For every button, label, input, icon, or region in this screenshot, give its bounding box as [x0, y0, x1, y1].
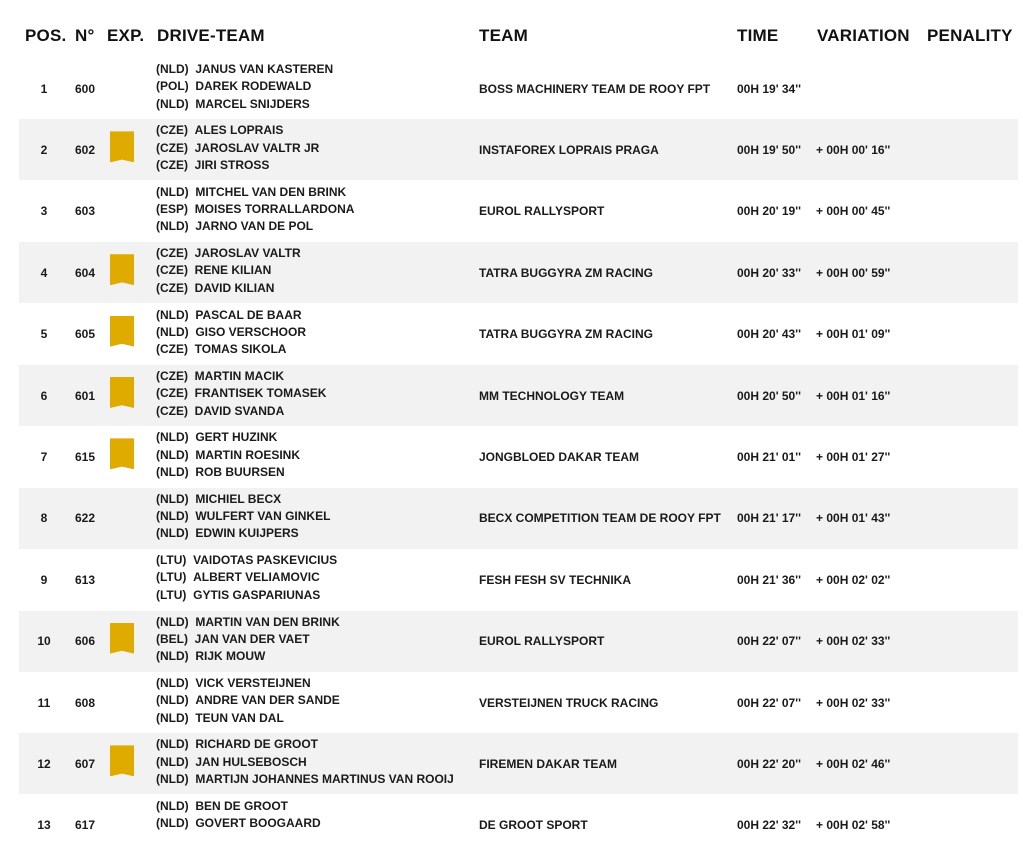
crew-name: GOVERT BOOGAARD — [195, 816, 321, 831]
crew-member — [156, 218, 354, 235]
header-exp: EXP. — [107, 26, 145, 45]
variation-cell: + 00H 00' 59'' — [816, 265, 891, 280]
team-cell: EUROL RALLYSPORT — [479, 634, 605, 649]
crew-name: RIJK MOUW — [195, 649, 266, 664]
crew-member — [156, 403, 326, 420]
crew-member — [156, 368, 326, 385]
crew-list — [156, 614, 340, 666]
car-number-cell: 607 — [75, 756, 96, 771]
crew-nationality: (BEL) — [156, 631, 188, 646]
crew-name: ANDRE VAN DER SANDE — [195, 693, 340, 708]
crew-nationality: (CZE) — [156, 280, 188, 295]
crew-nationality: (NLD) — [156, 491, 189, 506]
crew-member — [156, 324, 306, 341]
experienced-flag-icon — [110, 745, 134, 776]
crew-member — [156, 525, 330, 542]
crew-nationality: (CZE) — [156, 386, 188, 401]
car-number-cell: 617 — [75, 818, 96, 833]
crew-member — [156, 245, 301, 262]
crew-name: PASCAL DE BAAR — [195, 307, 302, 322]
crew-member — [156, 447, 300, 464]
table-row — [19, 365, 1018, 426]
crew-nationality: (CZE) — [156, 263, 188, 278]
crew-nationality: (NLD) — [156, 754, 189, 769]
position-cell: 6 — [40, 388, 48, 403]
car-number-cell: 604 — [75, 265, 96, 280]
table-row — [19, 58, 1018, 119]
table-row — [19, 488, 1018, 549]
crew-name: TOMAS SIKOLA — [194, 342, 287, 357]
crew-member — [156, 61, 333, 78]
header-variation: VARIATION — [817, 26, 910, 45]
time-cell: 00H 21' 17'' — [737, 511, 801, 526]
header-number: N° — [75, 26, 95, 45]
car-number-cell: 602 — [75, 142, 96, 157]
position-cell: 11 — [37, 695, 51, 710]
variation-cell: + 00H 02' 58'' — [816, 818, 891, 833]
time-cell: 00H 20' 19'' — [737, 204, 801, 219]
crew-nationality: (NLD) — [156, 649, 189, 664]
time-cell: 00H 21' 36'' — [737, 572, 801, 587]
table-row — [19, 119, 1018, 180]
experienced-flag-icon — [110, 316, 134, 347]
car-number-cell: 601 — [75, 388, 96, 403]
crew-nationality: (NLD) — [156, 307, 189, 322]
crew-member — [156, 798, 321, 815]
car-number-cell: 606 — [75, 634, 96, 649]
position-cell: 4 — [40, 265, 48, 280]
crew-name: JAN HULSEBOSCH — [195, 754, 307, 769]
crew-name: BEN DE GROOT — [195, 798, 288, 813]
position-cell: 5 — [40, 327, 48, 342]
crew-name: MARTIN VAN DEN BRINK — [195, 614, 340, 629]
crew-list — [156, 184, 354, 236]
team-cell: FESH FESH SV TECHNIKA — [479, 572, 632, 587]
crew-name: FRANTISEK TOMASEK — [194, 386, 327, 401]
crew-nationality: (CZE) — [156, 140, 188, 155]
crew-list — [156, 736, 454, 788]
position-cell: 13 — [37, 818, 51, 833]
experienced-flag-icon — [110, 131, 134, 162]
position-cell: 3 — [40, 204, 48, 219]
crew-name: JARNO VAN DE POL — [195, 219, 314, 234]
position-cell: 8 — [40, 511, 48, 526]
time-cell: 00H 19' 34'' — [737, 81, 801, 96]
crew-nationality: (ESP) — [156, 202, 189, 217]
experienced-flag-icon — [110, 254, 134, 285]
crew-member — [156, 552, 337, 569]
experienced-flag-icon — [110, 623, 134, 654]
crew-list — [156, 368, 326, 420]
crew-nationality: (NLD) — [156, 816, 189, 831]
crew-member — [156, 815, 321, 832]
time-cell: 00H 20' 43'' — [737, 327, 801, 342]
car-number-cell: 615 — [75, 449, 96, 464]
crew-name: MITCHEL VAN DEN BRINK — [195, 184, 347, 199]
crew-nationality: (POL) — [156, 79, 189, 94]
time-cell: 00H 22' 07'' — [737, 634, 801, 649]
crew-list — [156, 675, 340, 727]
crew-member — [156, 157, 319, 174]
crew-list — [156, 429, 300, 481]
variation-cell: + 00H 02' 46'' — [816, 756, 891, 771]
crew-member — [156, 614, 340, 631]
table-row — [19, 242, 1018, 303]
crew-list — [156, 491, 330, 543]
variation-cell: + 00H 01' 16'' — [816, 388, 891, 403]
crew-nationality: (NLD) — [156, 614, 189, 629]
table-row — [19, 611, 1018, 672]
crew-name: MOISES TORRALLARDONA — [194, 202, 355, 217]
crew-name: MARTIJN JOHANNES MARTINUS VAN ROOIJ — [195, 771, 454, 786]
crew-member — [156, 648, 340, 665]
car-number-cell: 608 — [75, 695, 96, 710]
crew-member — [156, 96, 333, 113]
crew-member — [156, 692, 340, 709]
crew-name: RICHARD DE GROOT — [195, 737, 318, 752]
crew-name: VICK VERSTEIJNEN — [195, 676, 311, 690]
crew-nationality: (CZE) — [156, 157, 188, 172]
crew-list — [156, 552, 337, 604]
header-team: TEAM — [479, 26, 528, 45]
crew-nationality: (NLD) — [156, 676, 189, 690]
crew-name: MICHIEL BECX — [195, 491, 282, 506]
time-cell: 00H 19' 50'' — [737, 142, 801, 157]
crew-name: WULFERT VAN GINKEL — [195, 509, 331, 524]
crew-nationality: (NLD) — [156, 798, 189, 813]
time-cell: 00H 22' 07'' — [737, 695, 801, 710]
crew-name: ALBERT VELIAMOVIC — [193, 570, 320, 585]
crew-list — [156, 245, 301, 297]
crew-nationality: (NLD) — [156, 219, 189, 234]
position-cell: 1 — [40, 81, 48, 96]
variation-cell: + 00H 01' 43'' — [816, 511, 891, 526]
table-row — [19, 795, 1018, 856]
crew-nationality: (NLD) — [156, 509, 189, 524]
time-cell: 00H 20' 33'' — [737, 265, 801, 280]
crew-name: GISO VERSCHOOR — [195, 324, 307, 339]
header-drive-team: DRIVE-TEAM — [157, 26, 265, 45]
time-cell: 00H 22' 32'' — [737, 818, 801, 833]
time-cell: 00H 21' 01'' — [737, 449, 801, 464]
team-cell: FIREMEN DAKAR TEAM — [479, 756, 617, 771]
crew-nationality: (NLD) — [156, 447, 189, 462]
crew-member — [156, 631, 340, 648]
car-number-cell: 622 — [75, 511, 96, 526]
crew-nationality: (CZE) — [156, 403, 188, 418]
variation-cell: + 00H 00' 45'' — [816, 204, 891, 219]
crew-nationality: (CZE) — [156, 246, 188, 261]
table-row — [19, 426, 1018, 487]
team-cell: DE GROOT SPORT — [479, 818, 588, 833]
crew-name: JAROSLAV VALTR — [194, 246, 301, 261]
crew-list — [156, 61, 333, 113]
position-cell: 2 — [40, 142, 48, 157]
crew-list — [156, 122, 319, 174]
crew-name: DAREK RODEWALD — [195, 79, 312, 94]
crew-nationality: (NLD) — [156, 710, 189, 725]
header-time: TIME — [737, 26, 779, 45]
team-cell: EUROL RALLYSPORT — [479, 204, 605, 219]
crew-name: DAVID KILIAN — [194, 280, 275, 295]
crew-name: TEUN VAN DAL — [195, 710, 284, 725]
crew-name: ROB BUURSEN — [195, 464, 285, 479]
crew-name: MARTIN ROESINK — [195, 447, 300, 462]
car-number-cell: 613 — [75, 572, 96, 587]
crew-member — [156, 201, 354, 218]
crew-member — [156, 385, 326, 402]
header-penalty: PENALITY — [927, 26, 1013, 45]
crew-nationality: (NLD) — [156, 62, 189, 76]
crew-nationality: (NLD) — [156, 324, 189, 339]
experienced-flag-icon — [110, 377, 134, 408]
crew-member — [156, 491, 330, 508]
crew-name: VAIDOTAS PASKEVICIUS — [193, 553, 338, 568]
crew-member — [156, 140, 319, 157]
table-row — [19, 733, 1018, 794]
crew-name: JANUS VAN KASTEREN — [195, 62, 334, 76]
crew-name: EDWIN KUIJPERS — [195, 526, 299, 541]
time-cell: 00H 20' 50'' — [737, 388, 801, 403]
team-cell: VERSTEIJNEN TRUCK RACING — [479, 695, 659, 710]
crew-name: GYTIS GASPARIUNAS — [193, 587, 321, 602]
crew-nationality: (NLD) — [156, 526, 189, 541]
crew-nationality: (NLD) — [156, 430, 189, 445]
crew-name: RENE KILIAN — [194, 263, 272, 278]
variation-cell: + 00H 02' 33'' — [816, 634, 891, 649]
crew-name: MARTIN MACIK — [194, 369, 284, 383]
crew-name: JAN VAN DER VAET — [194, 631, 310, 646]
crew-member — [156, 262, 301, 279]
crew-member — [156, 341, 306, 358]
crew-nationality: (LTU) — [156, 570, 187, 585]
crew-nationality: (NLD) — [156, 737, 189, 752]
table-row — [19, 181, 1018, 242]
crew-member — [156, 508, 330, 525]
crew-nationality: (LTU) — [156, 587, 187, 602]
table-row — [19, 672, 1018, 733]
table-row — [19, 549, 1018, 610]
crew-member — [156, 754, 454, 771]
crew-nationality: (NLD) — [156, 184, 189, 199]
crew-member — [156, 429, 300, 446]
crew-nationality: (LTU) — [156, 553, 187, 568]
crew-name: DAVID SVANDA — [194, 403, 285, 418]
team-cell: BECX COMPETITION TEAM DE ROOY FPT — [479, 511, 721, 526]
crew-member — [156, 587, 337, 604]
team-cell: BOSS MACHINERY TEAM DE ROOY FPT — [479, 81, 711, 96]
team-cell: INSTAFOREX LOPRAIS PRAGA — [479, 142, 659, 157]
crew-member — [156, 280, 301, 297]
car-number-cell: 600 — [75, 81, 96, 96]
crew-nationality: (NLD) — [156, 464, 189, 479]
variation-cell: + 00H 01' 09'' — [816, 327, 891, 342]
team-cell: JONGBLOED DAKAR TEAM — [479, 449, 640, 464]
crew-member — [156, 307, 306, 324]
crew-list — [156, 307, 306, 359]
experienced-flag-icon — [110, 438, 134, 469]
crew-name: ALES LOPRAIS — [194, 123, 284, 138]
header-pos: POS. — [25, 26, 67, 45]
crew-name: JIRI STROSS — [194, 157, 270, 172]
time-cell: 00H 22' 20'' — [737, 756, 801, 771]
crew-member — [156, 710, 340, 727]
crew-nationality: (NLD) — [156, 693, 189, 708]
position-cell: 7 — [40, 449, 48, 464]
crew-member — [156, 464, 300, 481]
table-row — [19, 304, 1018, 365]
car-number-cell: 603 — [75, 204, 96, 219]
crew-nationality: (NLD) — [156, 96, 189, 111]
variation-cell: + 00H 01' 27'' — [816, 449, 891, 464]
crew-list — [156, 798, 321, 833]
position-cell: 9 — [40, 572, 48, 587]
crew-name: JAROSLAV VALTR JR — [194, 140, 320, 155]
variation-cell: + 00H 02' 33'' — [816, 695, 891, 710]
crew-member — [156, 122, 319, 139]
variation-cell: + 00H 00' 16'' — [816, 142, 891, 157]
position-cell: 12 — [37, 756, 51, 771]
team-cell: MM TECHNOLOGY TEAM — [479, 388, 625, 403]
crew-member — [156, 569, 337, 586]
position-cell: 10 — [37, 634, 51, 649]
crew-nationality: (NLD) — [156, 771, 189, 786]
team-cell: TATRA BUGGYRA ZM RACING — [479, 265, 653, 280]
car-number-cell: 605 — [75, 327, 96, 342]
crew-nationality: (CZE) — [156, 123, 188, 138]
crew-member — [156, 78, 333, 95]
crew-name: MARCEL SNIJDERS — [195, 96, 310, 111]
variation-cell: + 00H 02' 02'' — [816, 572, 891, 587]
crew-member — [156, 771, 454, 788]
crew-member — [156, 184, 354, 201]
crew-member — [156, 736, 454, 753]
crew-nationality: (CZE) — [156, 342, 188, 357]
crew-nationality: (CZE) — [156, 369, 188, 383]
crew-member — [156, 675, 340, 692]
team-cell: TATRA BUGGYRA ZM RACING — [479, 327, 653, 342]
crew-name: GERT HUZINK — [195, 430, 278, 445]
